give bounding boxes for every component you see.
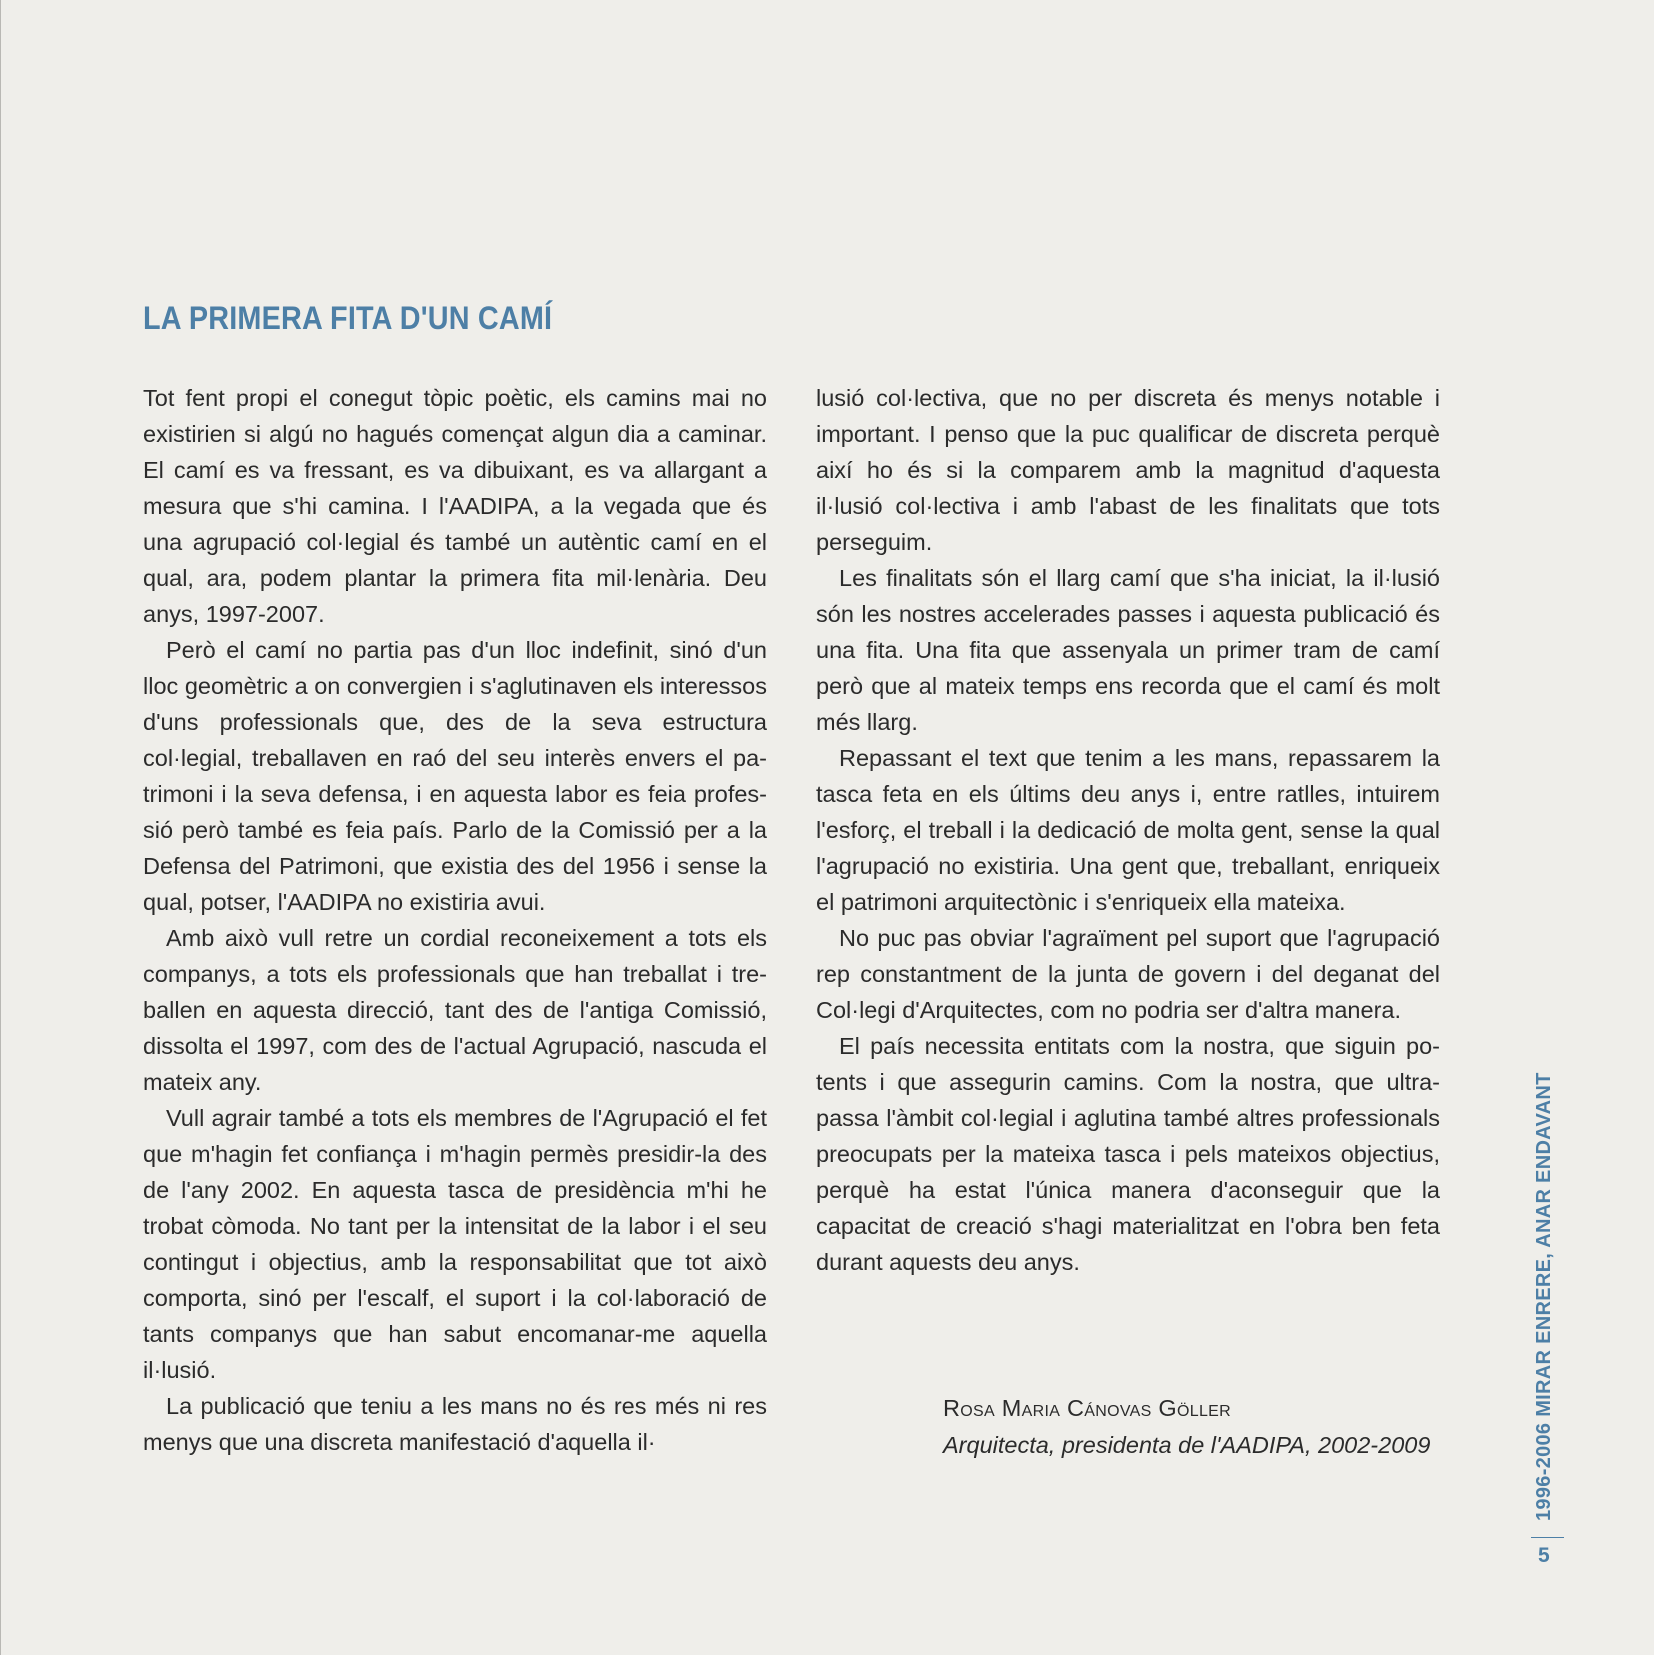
paragraph: Repassant el text que tenim a les mans, repassarem la tasca feta en els últims deu anys i, entre ratlles, intuirem l'esforç, el treball i la dedicació de molta gent, sense la qual l'agrupació no existiria. Una gent que, treballant, enriqueix el patrimoni arquitectònic i s'enriqueix ella mateixa.	[816, 745, 1440, 915]
page-edge-rule	[0, 0, 1, 1655]
page-title: LA PRIMERA FITA D'UN CAMÍ	[143, 300, 553, 336]
signature-role: Arquitecta, presidenta de l'AADIPA, 2002-2009	[943, 1432, 1431, 1458]
paragraph: El país necessita entitats com la nostra, que siguin potents i que assegurin camins. Com la nostra, que ultrapassa l'àmbit col·legial i aglutina també altres professionals preocupats per la mateixa tasca i pels mateixos objectius, perquè ha estat l'única manera d'aconseguir que la capacitat de creació s'hagi materialitzat en l'obra ben feta durant aquests deu anys.	[816, 1033, 1440, 1275]
right-column	[816, 380, 1440, 1280]
paragraph: Les finalitats són el llarg camí que s'ha iniciat, la il·lusió són les nostres accelerades passes i aquesta publicació és una fita. Una fita que assenyala un primer tram de camí però que al mateix temps ens recorda que el camí és molt més llarg.	[816, 565, 1440, 735]
running-head: 1996-2006 MIRAR ENRERE, ANAR ENDAVANT	[1533, 1072, 1555, 1521]
paragraph: Però el camí no partia pas d'un lloc indefinit, sinó d'un lloc geomètric a on convergien i s'aglutinaven els interessos d'uns professionals que, des de la seva estructura col·legial, treballaven en raó del seu interès envers el patrimoni i la seva defensa, i en aquesta labor es feia professió però també es feia país. Parlo de la Comissió per a la Defensa del Patrimoni, que existia des del 1956 i sense la qual, potser, l'AADIPA no existiria avui.	[143, 637, 767, 915]
left-column	[143, 380, 767, 1460]
paragraph: Tot fent propi el conegut tòpic poètic, els camins mai no existirien si algú no hagués començat algun dia a caminar. El camí es va fressant, es va dibuixant, es va allargant a mesura que s'hi camina. I l'AADIPA, a la vegada que és una agrupació col·legial és també un autèntic camí en el qual, ara, podem plantar la primera fita mil·lenària. Deu anys, 1997-2007.	[143, 385, 767, 627]
paragraph: lusió col·lectiva, que no per discreta és menys notable i important. I penso que la puc qualificar de discreta perquè així ho és si la comparem amb la magnitud d'aquesta il·lusió col·lectiva i amb l'abast de les finalitats que tots perseguim.	[816, 385, 1440, 555]
paragraph: Amb això vull retre un cordial reconeixement a tots els companys, a tots els professionals que han treballat i treballen en aquesta direcció, tant des de l'antiga Comissió, dissolta el 1997, com des de l'actual Agrupació, nascuda el mateix any.	[143, 925, 767, 1095]
signature-name: Rosa Maria Cánovas Göller	[943, 1395, 1231, 1421]
paragraph: No puc pas obviar l'agraïment pel suport que l'agrupació rep constantment de la junta de govern i del deganat del Col·legi d'Arquitectes, com no podria ser d'altra manera.	[816, 925, 1440, 1023]
paragraph: Vull agrair també a tots els membres de l'Agrupació el fet que m'hagin fet confiança i m'hagin permès presidir-la des de l'any 2002. En aquesta tasca de presidència m'hi he trobat còmoda. No tant per la intensitat de la labor i el seu contingut i objectius, amb la responsabilitat que tot això comporta, sinó per l'escalf, el suport i la col·laboració de tants companys que han sabut encomanar-me aquella il·lusió.	[143, 1105, 767, 1383]
paragraph: La publicació que teniu a les mans no és res més ni res menys que una discreta manifestació d'aquella il·	[143, 1393, 767, 1455]
signature	[943, 1390, 1430, 1464]
running-head-rule	[1531, 1537, 1564, 1538]
page-number: 5	[1538, 1544, 1550, 1567]
